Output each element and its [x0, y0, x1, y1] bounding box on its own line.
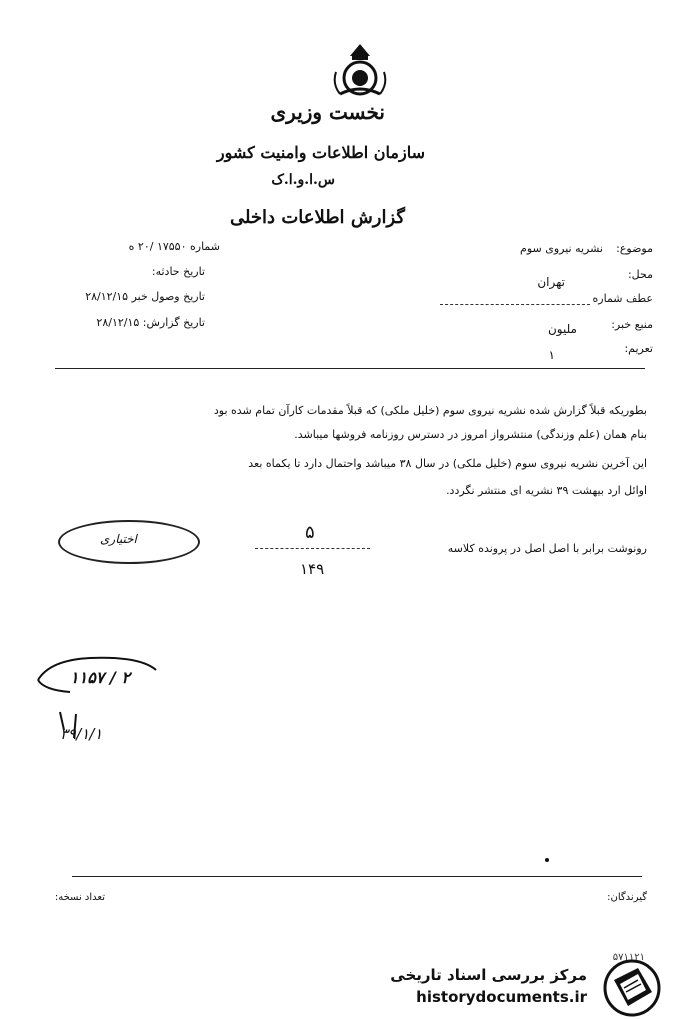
- subject-value: نشریه نیروی سوم: [520, 242, 603, 255]
- body-line-4: اوائل ارد بیهشت ۳۹ نشریه ای منتشر نگردد.: [446, 484, 647, 497]
- handwritten-date: ۳۹/۱/۱: [60, 725, 103, 743]
- watermark-line-1: مرکز بررسی اسناد تاریخی: [390, 966, 587, 984]
- top-rule: [55, 368, 645, 369]
- handwritten-number: ۱۱۵۷ / ۲: [70, 668, 130, 687]
- place-label: محل:: [627, 268, 653, 281]
- body-line-1: بطوریکه قبلاً گزارش شده نشریه نیروی سوم (خلیل ملکی) که قبلاً مقدمات کارآن تمام شده بود: [213, 404, 647, 417]
- watermark-line-2: historydocuments.ir: [416, 988, 587, 1006]
- attachment-dots: [440, 304, 590, 305]
- incident-date: تاریخ حادثه:: [151, 265, 205, 278]
- subject-label: موضوع:: [616, 242, 653, 255]
- recipients-label: گیرندگان:: [607, 892, 647, 903]
- corner-code: ۵۷۱۱۲۱: [612, 952, 645, 963]
- evaluation-label: تعریم:: [624, 342, 653, 355]
- report-date: تاریخ گزارش: ۲۸/۱۲/۱۵: [96, 316, 205, 329]
- lion-and-sun-emblem-icon: [330, 40, 390, 102]
- org-line-2: سازمان اطلاعات وامنیت کشور: [216, 143, 425, 162]
- footer-rule: [72, 876, 642, 877]
- copy-note-classification: ۵: [305, 522, 315, 543]
- copies-label: تعداد نسخه:: [54, 892, 105, 903]
- report-number: شماره ۱۷۵۵۰ /۲۰ ه: [128, 240, 220, 253]
- signature-text: اختیاری: [100, 532, 137, 546]
- source-value: ملیون: [547, 322, 577, 336]
- evaluation-value: ۱: [548, 348, 555, 362]
- history-documents-logo-icon: [598, 958, 664, 1018]
- attachment-label: عطف شماره: [592, 292, 653, 305]
- report-title: گزارش اطلاعات داخلی: [229, 207, 405, 228]
- body-line-2: بنام همان (علم وزندگی) منتشرواز امروز در دسترس روزنامه فروشها میباشد.: [294, 428, 647, 441]
- body-line-3: این آخرین نشریه نیروی سوم (خلیل ملکی) در سال ۳۸ میباشد واحتمال دارد تا یکماه بعد: [248, 457, 647, 470]
- copy-note-dots: [255, 548, 370, 549]
- source-label: منبع خبر:: [611, 318, 653, 331]
- copy-note-text: رونوشت برابر با اصل اصل در پرونده کلاسه: [447, 542, 647, 555]
- receipt-date: تاریخ وصول خبر ۲۸/۱۲/۱۵: [85, 290, 205, 303]
- copy-note-number: ۱۴۹: [300, 560, 325, 578]
- small-dot: [545, 858, 549, 862]
- org-code: س.ا.و.ا.ک: [271, 172, 335, 188]
- org-line-1: نخست وزیری: [270, 100, 385, 124]
- place-value: تهران: [537, 275, 565, 289]
